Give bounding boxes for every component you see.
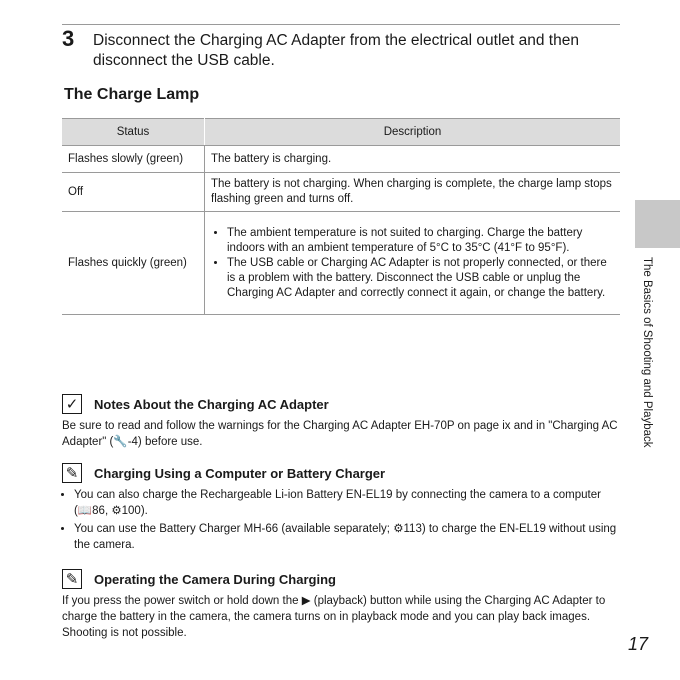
note-body: Be sure to read and follow the warnings for the Charging AC Adapter EH-70P on page ix and in "Charging AC Adapter" (🔧-4) before use. — [62, 420, 618, 448]
step-number: 3 — [62, 26, 75, 51]
top-rule — [62, 24, 620, 25]
status-cell: Flashes quickly (green) — [62, 212, 205, 315]
pencil-icon: ✎ — [62, 463, 82, 483]
status-cell: Off — [62, 173, 205, 212]
table-row — [62, 212, 620, 315]
note-title: Notes About the Charging AC Adapter — [94, 397, 329, 412]
description-cell — [205, 212, 621, 315]
note-charging-computer — [62, 463, 622, 555]
description-cell: The battery is not charging. When charging is complete, the charge lamp stops flashing green and turns off. — [205, 173, 621, 212]
note-bullet: • You can also charge the Rechargeable Li-ion Battery EN-EL19 by connecting the camera to a computer (📖86, ⚙100). — [74, 487, 622, 519]
note-bullets — [62, 487, 622, 553]
description-bullet: • The USB cable or Charging AC Adapter is not properly connected, or there is a problem with the battery. Disconnect the USB cable or unplug the Charging AC Adapter and correctly connect it again, or change the battery. — [227, 256, 616, 301]
pencil-icon: ✎ — [62, 569, 82, 589]
table-header-row — [62, 119, 620, 146]
table-header-status: Status — [62, 119, 205, 146]
charge-lamp-table — [62, 118, 620, 315]
chapter-tab — [635, 200, 680, 248]
note-body: If you press the power switch or hold down the ▶ (playback) button while using the Charging AC Adapter to charge the battery in the camera, the camera turns on in playback mode and you can play back images. Shooting is not possible. — [62, 595, 606, 639]
check-icon: ✓ — [62, 394, 82, 414]
note-operating-during-charging — [62, 569, 622, 641]
status-cell: Flashes slowly (green) — [62, 146, 205, 173]
description-bullet: • The ambient temperature is not suited to charging. Charge the battery indoors with an ambient temperature of 5°C to 35°C (41°F to 95°F). — [227, 226, 616, 256]
table-row — [62, 146, 620, 173]
note-title: Operating the Camera During Charging — [94, 572, 336, 587]
section-title: The Charge Lamp — [64, 86, 200, 103]
chapter-label: The Basics of Shooting and Playback — [641, 257, 653, 448]
table-row — [62, 173, 620, 212]
table-header-description: Description — [205, 119, 621, 146]
note-title: Charging Using a Computer or Battery Charger — [94, 466, 386, 481]
description-cell: The battery is charging. — [205, 146, 621, 173]
note-bullet: • You can use the Battery Charger MH-66 (available separately; ⚙113) to charge the EN-EL19 without using the camera. — [74, 521, 622, 553]
page-number: 17 — [628, 634, 649, 654]
note-charging-ac-adapter — [62, 394, 622, 450]
step-text: Disconnect the Charging AC Adapter from the electrical outlet and then disconnect the USB cable. — [93, 32, 579, 69]
description-bullets — [211, 226, 616, 301]
note-body — [62, 487, 622, 553]
